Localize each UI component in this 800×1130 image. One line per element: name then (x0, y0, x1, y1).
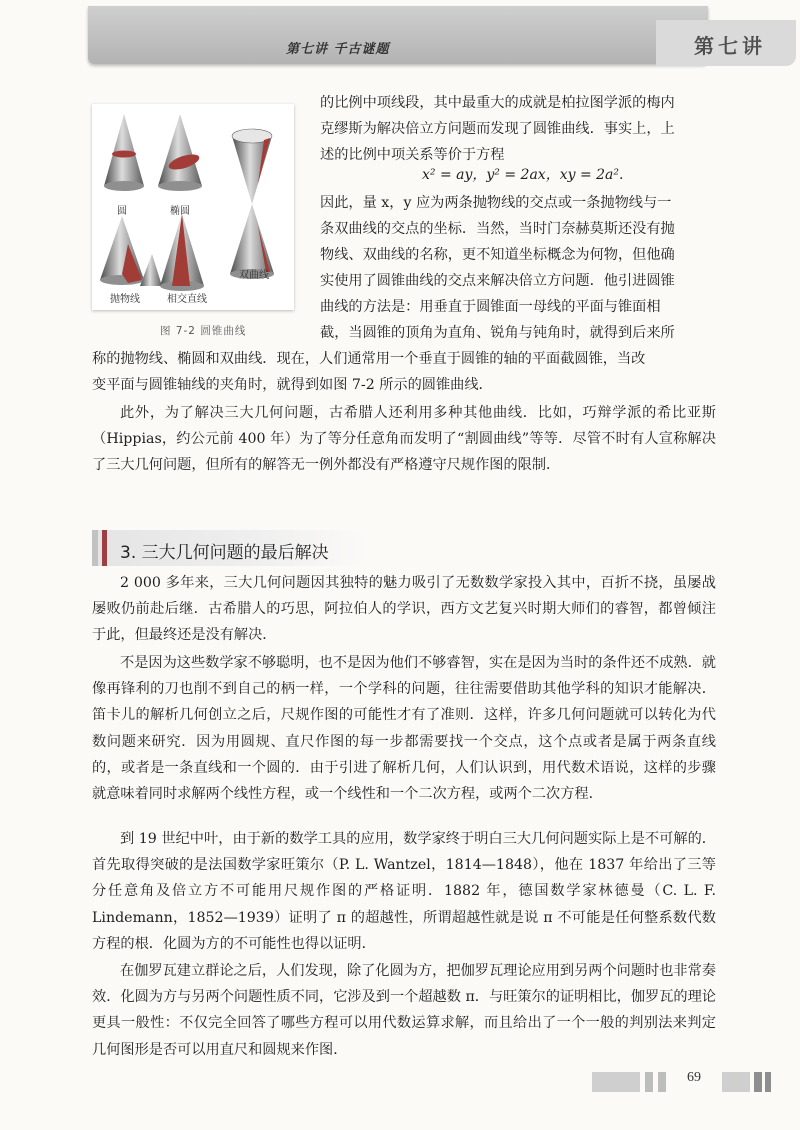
label-hyperbola: 双曲线 (239, 270, 269, 281)
intro-line-1: 的比例中项线段，其中最重大的成就是柏拉图学派的梅内 (320, 95, 675, 111)
intersecting-lines-cone-drawing (160, 214, 204, 291)
ellipse-cone-drawing (158, 114, 202, 191)
chapter-tab-label: 第七讲 (694, 34, 766, 58)
intro-line-8: 曲线的方法是：用垂直于圆锥面一母线的平面与锥面相 (320, 299, 661, 315)
chapter-tab (656, 20, 796, 66)
circle-cone-drawing (104, 114, 144, 191)
intro-line-6: 物线、双曲线的名称，更不知道坐标概念为何物，但他确 (320, 247, 675, 263)
intro-line-3: 述的比例中项关系等价于方程 (320, 147, 505, 163)
footer-block-6 (765, 1072, 771, 1092)
intro-line-5: 条双曲线的交点的坐标．当然，当时门奈赫莫斯还没有抛 (320, 221, 675, 237)
intro-line-4: 因此，量 x，y 应为两条抛物线的交点或一条抛物线与一 (320, 195, 672, 211)
label-circle: 圆 (117, 206, 127, 217)
label-parabola: 抛物线 (110, 294, 140, 305)
page-number: 69 (687, 1070, 701, 1085)
label-ellipse: 椭圆 (170, 206, 190, 217)
section-title: 3. 三大几何问题的最后解决 (120, 543, 329, 563)
running-header (88, 6, 766, 64)
running-title: 第七讲 千古谜题 (286, 42, 390, 57)
intro-line-11: 变平面与圆锥轴线的夹角时，就得到如图 7-2 所示的圆锥曲线． (92, 377, 493, 393)
intro-line-2: 克缪斯为解决倍立方问题而发现了圆锥曲线．事实上，上 (320, 121, 675, 137)
intro-line-10: 称的抛物线、椭圆和双曲线．现在，人们通常用一个垂直于圆锥的轴的平面截圆锥，当改 (92, 351, 646, 367)
paragraph-two-thousand-years: 2 000 多年来，三大几何问题因其独特的魅力吸引了无数数学家投入其中，百折不挠，虽屡战屡败仍前赴后继．古希腊人的巧思，阿拉伯人的学识，西方文艺复兴时期大师们的睿智，都曾倾注于此，但最终还是没有解决． (92, 575, 716, 644)
intro-line-7: 实使用了圆锥曲线的交点来解决倍立方问题．他引进圆锥 (320, 273, 675, 289)
footer-block-5 (754, 1072, 762, 1092)
section-bar-gray (92, 530, 98, 566)
intro-line-9: 截，当圆锥的顶角为直角、锐角与钝角时，就得到后来所 (320, 325, 675, 341)
footer-block-2 (645, 1072, 653, 1092)
paragraph-wantzel-lindemann: 到 19 世纪中叶，由于新的数学工具的应用，数学家终于明白三大几何问题实际上是不可解的．首先取得突破的是法国数学家旺策尔（P. L. Wantzel，1814—1848），他在 1837 年给出了三等分任意角及倍立方不可能用尺规作图的严格证明．1882 年，德国数学家林德曼（C. L. F. Lindemann，1852—1939）证明了 π 的超越性，所谓超越性就是说 π 不可能是任何整系数代数方程的根．化圆为方的不可能性也得以证明． (92, 831, 716, 952)
paragraph-galois: 在伽罗瓦建立群论之后，人们发现，除了化圆为方，把伽罗瓦理论应用到另两个问题时也非常奏效．化圆为方与另两个问题性质不同，它涉及到一个超越数 π．与旺策尔的证明相比，伽罗瓦的理论更具一般性：不仅完全回答了哪些方程可以用代数运算求解，而且给出了一个一般的判别法来判定几何图形是否可以用直尺和圆规来作图． (92, 963, 716, 1058)
footer-block-1 (592, 1072, 640, 1092)
hyperbola-cone-drawing (230, 129, 274, 279)
footer-block-4 (722, 1072, 750, 1092)
conic-sections-figure (92, 104, 294, 310)
label-intersecting-lines: 相交直线 (167, 294, 207, 305)
section-bar-red (102, 530, 107, 566)
equation: x² = ay，y² = 2ax，xy = 2a². (422, 167, 624, 183)
paragraph-conditions: 不是因为这些数学家不够聪明，也不是因为他们不够睿智，实在是因为当时的条件还不成熟．就像再锋利的刀也削不到自己的柄一样，一个学科的问题，往往需要借助其他学科的知识才能解决．笛卡儿的解析几何创立之后，尺规作图的可能性才有了准则．这样，许多几何问题就可以转化为代数问题来研究．因为用圆规、直尺作图的每一步都需要找一个交点，这个点或者是属于两条直线的，或者是一条直线和一个圆的．由于引进了解析几何，人们认识到，用代数术语说，这样的步骤就意味着同时求解两个线性方程，或一个线性和一个二次方程，或两个二次方程． (92, 655, 716, 803)
paragraph-other-curves: 此外，为了解决三大几何问题，古希腊人还利用多种其他曲线．比如，巧辩学派的希比亚斯（Hippias，约公元前 400 年）为了等分任意角而发明了“割圆曲线”等等．尽管不时有人宣称解决了三大几何问题，但所有的解答无一例外都没有严格遵守尺规作图的限制． (92, 405, 716, 474)
parabola-cone-drawing (100, 216, 162, 286)
figure-caption: 图 7-2 圆锥曲线 (160, 325, 247, 337)
footer-block-3 (658, 1072, 666, 1092)
section-heading (92, 530, 368, 566)
